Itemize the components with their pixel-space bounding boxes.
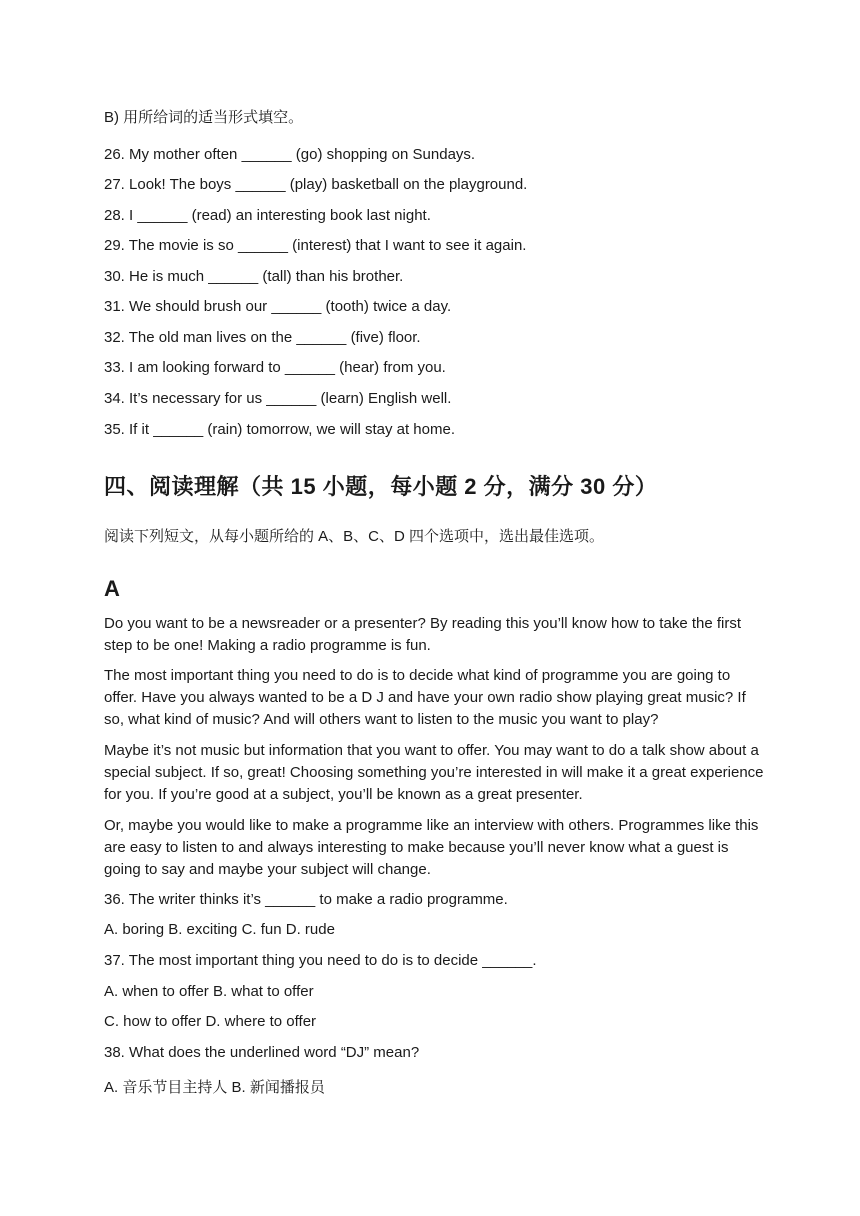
question-32: 32. The old man lives on the ______ (five) floor.	[104, 329, 421, 346]
question-35: 35. If it ______ (rain) tomorrow, we will stay at home.	[104, 421, 455, 438]
question-38: 38. What does the underlined word “DJ” mean?	[104, 1044, 420, 1061]
passage-a-paragraph-2: The most important thing you need to do is to decide what kind of programme you are going to offer. Have you always wanted to be a D J and have your own radio show playing great music? If so, what kind of music? And will others want to listen to the music you want to play?	[104, 667, 746, 728]
question-36: 36. The writer thinks it’s ______ to make a radio programme.	[104, 891, 508, 908]
question-26: 26. My mother often ______ (go) shopping on Sundays.	[104, 146, 476, 163]
question-38-options-row-1: A. 音乐节目主持人 B. 新闻播报员	[104, 1079, 325, 1096]
question-33: 33. I am looking forward to ______ (hear) from you.	[104, 359, 446, 376]
section-4-title: 四、阅读理解（共 15 小题，每小题 2 分，满分 30 分）	[104, 474, 658, 499]
question-29: 29. The movie is so ______ (interest) that I want to see it again.	[104, 237, 527, 254]
passage-a-label: A	[104, 576, 120, 601]
question-28: 28. I ______ (read) an interesting book last night.	[104, 207, 431, 224]
passage-a-paragraph-3: Maybe it’s not music but information that you want to offer. You may want to do a talk show about a special subject. If so, great! Choosing something you’re interested in will make it a great experience for you. If you’re good at a subject, you’ll be known as a great presenter.	[104, 742, 764, 803]
passage-a-paragraph-4: Or, maybe you would like to make a programme like an interview with others. Programmes like this are easy to listen to and always interesting to make because you’ll never know what a guest is going to say and maybe your subject will change.	[104, 817, 759, 878]
question-37-options-row-2: C. how to offer D. where to offer	[104, 1013, 317, 1030]
question-27: 27. Look! The boys ______ (play) basketball on the playground.	[104, 176, 528, 193]
question-34: 34. It’s necessary for us ______ (learn) English well.	[104, 390, 452, 407]
question-31: 31. We should brush our ______ (tooth) twice a day.	[104, 298, 452, 315]
question-37: 37. The most important thing you need to do is to decide ______.	[104, 952, 537, 969]
question-37-options-row-1: A. when to offer B. what to offer	[104, 983, 314, 1000]
question-30: 30. He is much ______ (tall) than his brother.	[104, 268, 404, 285]
question-36-options: A. boring B. exciting C. fun D. rude	[104, 921, 335, 938]
section-b-heading: B) 用所给词的适当形式填空。	[104, 109, 304, 126]
passage-a-paragraph-1: Do you want to be a newsreader or a presenter? By reading this you’ll know how to take the first step to be one! Making a radio programme is fun.	[104, 615, 742, 654]
section-4-instruction: 阅读下列短文，从每小题所给的 A、B、C、D 四个选项中，选出最佳选项。	[104, 528, 605, 545]
